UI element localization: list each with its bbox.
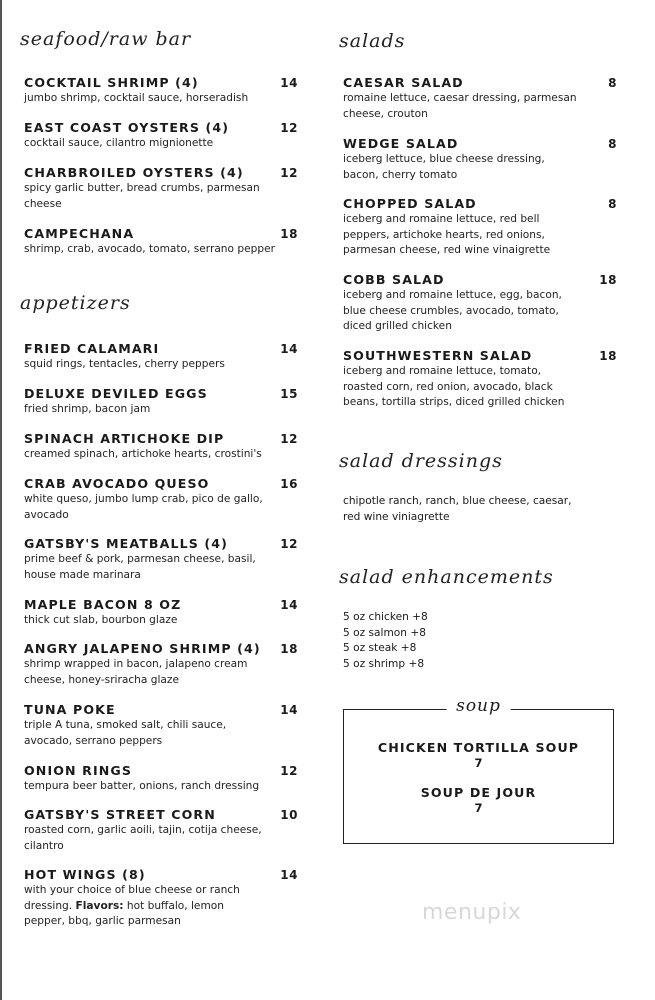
menu-item [24, 386, 298, 418]
item-price: 7 [474, 801, 483, 815]
list-item: 5 oz shrimp +8 [343, 657, 425, 670]
item-desc: creamed spinach, artichoke hearts, crostini's [24, 448, 262, 460]
dressings-heading: salad dressings [339, 450, 503, 472]
menu-item [24, 165, 298, 212]
item-name: SOUTHWESTERN SALAD [343, 348, 533, 363]
list-item: 5 oz chicken +8 [343, 611, 428, 623]
item-price: 18 [280, 227, 298, 241]
menu-item [24, 120, 298, 152]
menu-item [24, 431, 298, 463]
item-name: EAST COAST OYSTERS (4) [24, 120, 230, 135]
item-price: 14 [280, 868, 298, 882]
item-name: CHICKEN TORTILLA SOUP [377, 740, 580, 755]
item-price: 18 [280, 642, 298, 656]
page-edge [0, 0, 2, 1000]
menu-item [344, 740, 613, 771]
item-desc: squid rings, tentacles, cherry peppers [24, 358, 225, 370]
item-desc: spicy garlic butter, bread crumbs, parmesan cheese [24, 182, 260, 210]
item-desc: roasted corn, garlic aoili, tajin, cotija cheese, cilantro [24, 824, 262, 852]
dressings-list: chipotle ranch, ranch, blue cheese, caesar, red wine viniagrette [343, 495, 572, 523]
menu-item [343, 272, 617, 335]
menu-item [343, 348, 617, 411]
menu-item [24, 807, 298, 854]
menu-item [24, 536, 298, 583]
item-desc: shrimp wrapped in bacon, jalapeno cream cheese, honey-sriracha glaze [24, 658, 248, 686]
item-desc: iceberg and romaine lettuce, red bell peppers, artichoke hearts, red onions, parmesan cheese, red wine vinaigrette [343, 213, 551, 256]
menu-item [24, 597, 298, 629]
item-price: 12 [280, 432, 298, 446]
item-desc: iceberg lettuce, blue cheese dressing, bacon, cherry tomato [343, 153, 545, 181]
menu-item [24, 226, 298, 258]
item-name: SOUP DE JOUR [420, 785, 537, 800]
item-price: 10 [280, 808, 298, 822]
item-name: HOT WINGS (8) [24, 867, 146, 882]
item-desc: shrimp, crab, avocado, tomato, serrano pepper [24, 243, 275, 255]
item-price: 18 [599, 273, 617, 287]
item-desc: iceberg and romaine lettuce, egg, bacon, blue cheese crumbles, avocado, tomato, diced grilled chicken [343, 289, 562, 332]
item-desc: iceberg and romaine lettuce, tomato, roasted corn, red onion, avocado, black beans, tortilla strips, diced grilled chicken [343, 365, 565, 408]
item-price: 12 [280, 764, 298, 778]
item-price: 14 [280, 703, 298, 717]
item-name: COBB SALAD [343, 272, 445, 287]
item-name: SPINACH ARTICHOKE DIP [24, 431, 225, 446]
item-price: 15 [280, 387, 298, 401]
item-price: 16 [280, 477, 298, 491]
menu-item [344, 785, 613, 816]
item-name: CRAB AVOCADO QUESO [24, 476, 210, 491]
item-desc: white queso, jumbo lump crab, pico de gallo, avocado [24, 493, 263, 521]
item-name: FRIED CALAMARI [24, 341, 160, 356]
item-price: 14 [280, 76, 298, 90]
item-name: TUNA POKE [24, 702, 116, 717]
item-desc [24, 883, 264, 930]
item-name: CHOPPED SALAD [343, 196, 477, 211]
appetizers-heading: appetizers [20, 292, 131, 314]
item-name: WEDGE SALAD [343, 136, 459, 151]
item-desc: jumbo shrimp, cocktail sauce, horseradish [24, 92, 249, 104]
flavors-label: Flavors: [75, 899, 124, 912]
enhancements-heading: salad enhancements [339, 566, 554, 588]
item-price: 7 [474, 756, 483, 770]
item-price: 12 [280, 121, 298, 135]
menu-item [24, 641, 298, 688]
item-desc: fried shrimp, bacon jam [24, 403, 151, 415]
watermark-logo: menupix [422, 900, 522, 925]
item-desc: cocktail sauce, cilantro mignionette [24, 137, 214, 149]
list-item: 5 oz salmon +8 [343, 626, 426, 639]
item-desc-text: with your choice of blue cheese or ranch dressing. [24, 884, 240, 912]
list-item: 5 oz steak +8 [343, 642, 417, 654]
item-desc: prime beef & pork, parmesan cheese, basil, house made marinara [24, 553, 256, 581]
menu-item [343, 75, 617, 122]
item-price: 8 [608, 76, 617, 90]
menu-item [24, 702, 298, 749]
item-price: 18 [599, 349, 617, 363]
item-price: 14 [280, 598, 298, 612]
item-price: 12 [280, 166, 298, 180]
menu-item [343, 196, 617, 259]
menu-item [24, 867, 298, 930]
item-name: CAESAR SALAD [343, 75, 464, 90]
item-desc: romaine lettuce, caesar dressing, parmesan cheese, crouton [343, 92, 577, 120]
soup-heading: soup [446, 696, 511, 716]
soup-box [343, 696, 614, 844]
item-name: CAMPECHANA [24, 226, 135, 241]
item-desc: tempura beer batter, onions, ranch dressing [24, 780, 260, 792]
item-price: 8 [608, 137, 617, 151]
menu-item [24, 763, 298, 795]
item-price: 12 [280, 537, 298, 551]
item-name: CHARBROILED OYSTERS (4) [24, 165, 244, 180]
item-name: MAPLE BACON 8 OZ [24, 597, 182, 612]
item-desc: thick cut slab, bourbon glaze [24, 614, 178, 626]
menu-item [24, 341, 298, 373]
item-name: ANGRY JALAPENO SHRIMP (4) [24, 641, 261, 656]
item-desc: triple A tuna, smoked salt, chili sauce, avocado, serrano peppers [24, 719, 227, 747]
item-name: GATSBY'S MEATBALLS (4) [24, 536, 228, 551]
item-price: 8 [608, 197, 617, 211]
item-name: COCKTAIL SHRIMP (4) [24, 75, 199, 90]
salads-heading: salads [339, 30, 406, 52]
menu-item [24, 75, 298, 107]
enhancements-list [343, 610, 583, 672]
item-name: DELUXE DEVILED EGGS [24, 386, 208, 401]
item-name: GATSBY'S STREET CORN [24, 807, 216, 822]
seafood-heading: seafood/raw bar [20, 28, 192, 50]
item-price: 14 [280, 342, 298, 356]
item-name: ONION RINGS [24, 763, 132, 778]
flavors-text: hot buffalo, lemon pepper, bbq, garlic parmesan [24, 899, 224, 927]
menu-item [343, 136, 617, 183]
menu-item [24, 476, 298, 523]
